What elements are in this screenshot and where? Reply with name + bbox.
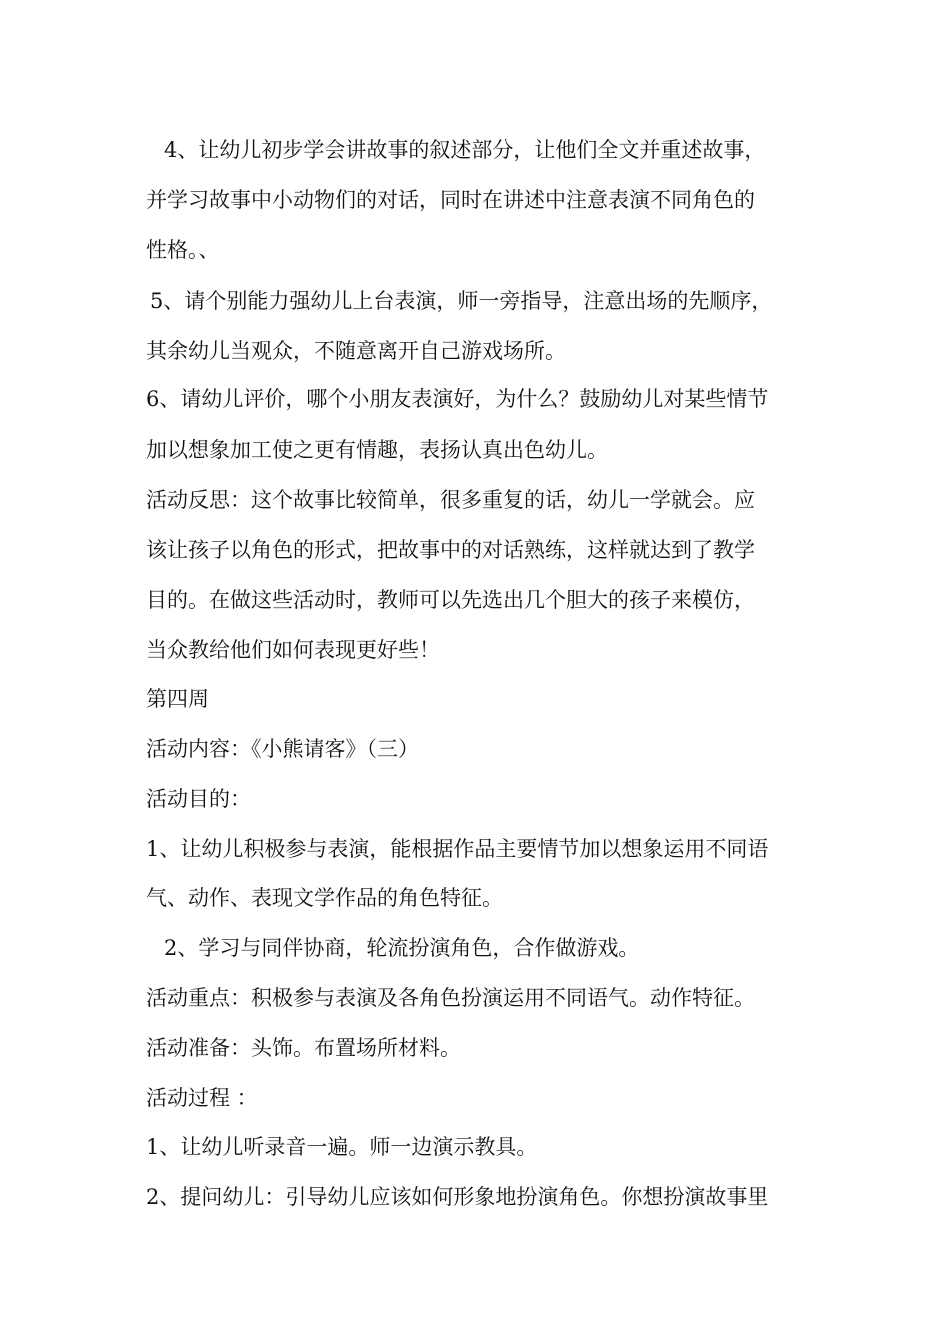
section-heading: 第四周: [146, 687, 209, 711]
text-line: 活动反思：这个故事比较简单，很多重复的话，幼儿一学就会。应: [146, 488, 755, 512]
text-line: 2、提问幼儿：引导幼儿应该如何形象地扮演角色。你想扮演故事里: [146, 1185, 769, 1209]
text-line: 加以想象加工使之更有情趣，表扬认真出色幼儿。: [146, 438, 608, 462]
text-line: 2、学习与同伴协商，轮流扮演角色，合作做游戏。: [164, 936, 640, 960]
text-line: 性格。、: [146, 238, 220, 262]
text-line: 目的。在做这些活动时，教师可以先选出几个胆大的孩子来模仿，: [146, 588, 755, 612]
text-line: 该让孩子以角色的形式，把故事中的对话熟练，这样就达到了教学: [146, 538, 755, 562]
text-line: 活动准备：头饰。布置场所材料。: [146, 1036, 461, 1060]
text-line: 1、让幼儿积极参与表演，能根据作品主要情节加以想象运用不同语: [146, 837, 769, 861]
text-line: 并学习故事中小动物们的对话，同时在讲述中注意表演不同角色的: [146, 188, 755, 212]
text-line: 1、让幼儿听录音一遍。师一边演示教具。: [146, 1135, 538, 1159]
text-line: 活动过程 ：: [146, 1086, 258, 1110]
text-line: 6、请幼儿评价，哪个小朋友表演好，为什么？鼓励幼儿对某些情节: [146, 387, 769, 411]
text-line: 气、动作、表现文学作品的角色特征。: [146, 886, 503, 910]
text-line: 其余幼儿当观众，不随意离开自己游戏场所。: [146, 339, 566, 363]
text-line: 5、请个别能力强幼儿上台表演，师一旁指导，注意出场的先顺序，: [150, 289, 773, 313]
text-line: 活动重点：积极参与表演及各角色扮演运用不同语气。动作特征。: [146, 986, 755, 1010]
text-line: 当众教给他们如何表现更好些！: [146, 638, 440, 662]
text-line: 4、让幼儿初步学会讲故事的叙述部分，让他们全文并重述故事，: [164, 138, 766, 162]
text-line: 活动内容：《小熊请客》（三）: [146, 737, 419, 761]
text-line: 活动目的：: [146, 787, 251, 811]
